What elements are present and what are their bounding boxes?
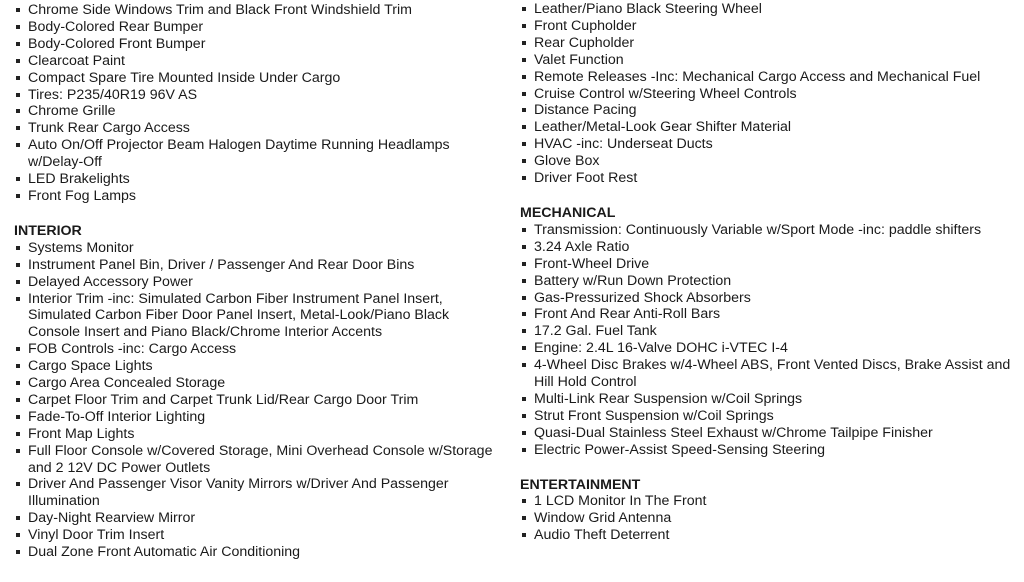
list-item: Body-Colored Front Bumper: [14, 36, 504, 53]
interior-continued-list: [520, 1, 1020, 187]
list-item: Compact Spare Tire Mounted Inside Under Cargo: [14, 70, 504, 87]
list-item: Leather/Metal-Look Gear Shifter Material: [520, 119, 1020, 136]
list-item: Cargo Area Concealed Storage: [14, 375, 504, 392]
mechanical-heading: MECHANICAL: [520, 204, 616, 221]
list-item: Cargo Space Lights: [14, 358, 504, 375]
list-item: Vinyl Door Trim Insert: [14, 527, 504, 544]
list-item: Engine: 2.4L 16-Valve DOHC i-VTEC I-4: [520, 340, 1020, 357]
list-item: Rear Cupholder: [520, 35, 1020, 52]
list-item: HVAC -inc: Underseat Ducts: [520, 136, 1020, 153]
list-item: Trunk Rear Cargo Access: [14, 120, 504, 137]
list-item: Leather/Piano Black Steering Wheel: [520, 1, 1020, 18]
list-item: Audio Theft Deterrent: [520, 527, 1020, 544]
list-item: Day-Night Rearview Mirror: [14, 510, 504, 527]
interior-heading: INTERIOR: [14, 222, 82, 239]
list-item: Distance Pacing: [520, 102, 1020, 119]
list-item: Body-Colored Rear Bumper: [14, 19, 504, 36]
list-item: Full Floor Console w/Covered Storage, Mini Overhead Console w/Storage and 2 12V DC Power Outlets: [14, 443, 504, 477]
list-item: Front And Rear Anti-Roll Bars: [520, 306, 1020, 323]
list-item: Chrome Grille: [14, 103, 504, 120]
list-item: Auto On/Off Projector Beam Halogen Daytime Running Headlamps w/Delay-Off: [14, 137, 504, 171]
entertainment-list: [520, 493, 1020, 544]
list-item: Instrument Panel Bin, Driver / Passenger And Rear Door Bins: [14, 257, 504, 274]
right-column: [520, 0, 1020, 544]
list-item: Chrome Side Windows Trim and Black Front Windshield Trim: [14, 2, 504, 19]
list-item: Battery w/Run Down Protection: [520, 273, 1020, 290]
list-item: Interior Trim -inc: Simulated Carbon Fiber Instrument Panel Insert, Simulated Carbon Fiber Door Panel Insert, Metal-Look/Piano Black Console Insert and Piano Black/Chrome Interior Accents: [14, 291, 504, 342]
interior-list: [14, 240, 504, 561]
mechanical-list: [520, 222, 1020, 459]
list-item: LED Brakelights: [14, 171, 504, 188]
list-item: Valet Function: [520, 52, 1020, 69]
list-item: Dual Zone Front Automatic Air Conditioning: [14, 544, 504, 561]
list-item: Gas-Pressurized Shock Absorbers: [520, 290, 1020, 307]
list-item: Tires: P235/40R19 96V AS: [14, 87, 504, 104]
list-item: Front Cupholder: [520, 18, 1020, 35]
list-item: Systems Monitor: [14, 240, 504, 257]
list-item: Cruise Control w/Steering Wheel Controls: [520, 86, 1020, 103]
list-item: Driver Foot Rest: [520, 170, 1020, 187]
list-item: 17.2 Gal. Fuel Tank: [520, 323, 1020, 340]
list-item: Electric Power-Assist Speed-Sensing Steering: [520, 442, 1020, 459]
list-item: 3.24 Axle Ratio: [520, 239, 1020, 256]
entertainment-heading: ENTERTAINMENT: [520, 476, 641, 493]
list-item: Front-Wheel Drive: [520, 256, 1020, 273]
list-item: Window Grid Antenna: [520, 510, 1020, 527]
exterior-list: [14, 2, 504, 205]
left-column: [14, 0, 504, 561]
list-item: Delayed Accessory Power: [14, 274, 504, 291]
list-item: Multi-Link Rear Suspension w/Coil Springs: [520, 391, 1020, 408]
list-item: Quasi-Dual Stainless Steel Exhaust w/Chrome Tailpipe Finisher: [520, 425, 1020, 442]
list-item: Driver And Passenger Visor Vanity Mirrors w/Driver And Passenger Illumination: [14, 476, 504, 510]
list-item: Front Map Lights: [14, 426, 504, 443]
list-item: Fade-To-Off Interior Lighting: [14, 409, 504, 426]
list-item: Transmission: Continuously Variable w/Sport Mode -inc: paddle shifters: [520, 222, 1020, 239]
list-item: FOB Controls -inc: Cargo Access: [14, 341, 504, 358]
list-item: Front Fog Lamps: [14, 188, 504, 205]
list-item: 1 LCD Monitor In The Front: [520, 493, 1020, 510]
list-item: Remote Releases -Inc: Mechanical Cargo Access and Mechanical Fuel: [520, 69, 1020, 86]
list-item: Glove Box: [520, 153, 1020, 170]
list-item: Carpet Floor Trim and Carpet Trunk Lid/Rear Cargo Door Trim: [14, 392, 504, 409]
list-item: Clearcoat Paint: [14, 53, 504, 70]
list-item: Strut Front Suspension w/Coil Springs: [520, 408, 1020, 425]
list-item: 4-Wheel Disc Brakes w/4-Wheel ABS, Front Vented Discs, Brake Assist and Hill Hold Control: [520, 357, 1020, 391]
